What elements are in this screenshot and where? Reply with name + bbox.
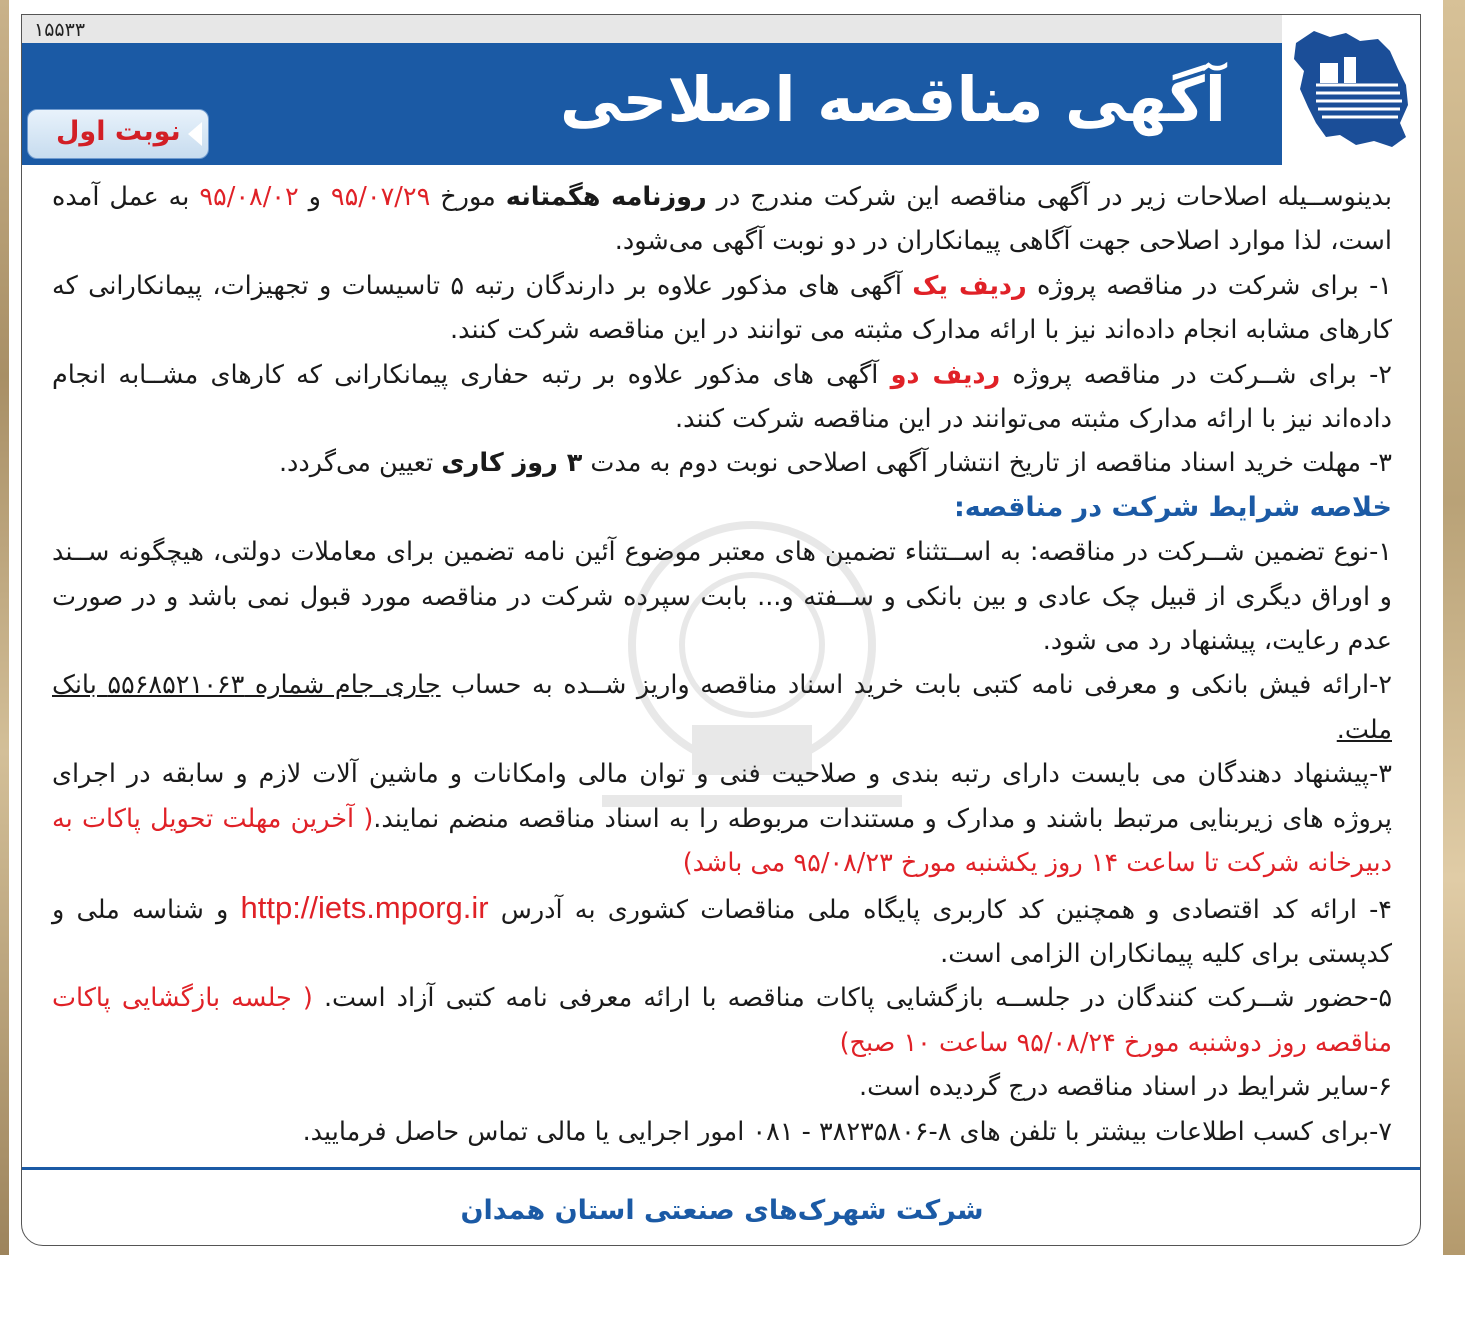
iran-map-icon xyxy=(1286,25,1416,155)
correction-3 xyxy=(52,441,1392,485)
condition-text: ۲-ارائه فیش بانکی و معرفی نامه کتبی بابت خرید اسناد مناقصه واریز شــده به حساب xyxy=(440,670,1392,701)
intro-text: بدینوســیله اصلاحات زیر در آگهی مناقصه این شرکت مندرج در xyxy=(706,182,1393,212)
correction-2 xyxy=(52,353,1392,442)
ad-number: ۱۵۵۳۳ xyxy=(34,19,86,41)
bank-account: جاری جام شماره ۵۵۶۸۵۲۱۰۶۳ بانک ملت. xyxy=(52,670,1392,745)
ad-number-strip xyxy=(22,15,1284,43)
intro-text: به عمل آمده است، لذا موارد اصلاحی جهت آگاهی پیمانکاران در دو نوبت آگهی می‌شود. xyxy=(52,182,1392,257)
correction-text: آگهی های مذکور علاوه بر دارندگان رتبه ۵ تاسیسات و تجهیزات، پیمانکارانی که کارهای مشابه انجام داده‌اند نیز با ارائه مدارک مثبته می توانند در این مناقصه شرکت کنند. xyxy=(52,270,1392,346)
arrow-icon xyxy=(188,122,202,146)
correction-1 xyxy=(52,264,1392,353)
publish-date-2: ۹۵/۰۸/۰۲ xyxy=(199,182,299,212)
deadline-days: ۳ روز کاری xyxy=(441,448,583,479)
intro-paragraph xyxy=(52,175,1392,264)
condition-5 xyxy=(52,976,1392,1065)
condition-text: ۴- ارائه کد اقتصادی و همچنین کد کاربری پایگاه ملی مناقصات کشوری به آدرس xyxy=(488,894,1392,925)
condition-1: ۱-نوع تضمین شــرکت در مناقصه: به اســتثناء تضمین های معتبر موضوع آئین نامه تضمین برای معاملات دولتی، هیچگونه ســند و اوراق دیگری از قبیل چک عادی و بین بانکی و ســفته و... بابت سپرده شرکت در مناقصه مورد قبول نمی باشد و در صورت عدم رعایت، پیشنهاد رد می شود. xyxy=(52,537,1392,657)
publish-date-1: ۹۵/۰۷/۲۹ xyxy=(330,182,431,212)
condition-7: ۷-برای کسب اطلاعات بیشتر با تلفن های ۸-۳۸۲۳۵۸۰۶ - ۰۸۱ امور اجرایی یا مالی تماس حاصل فرمایید. xyxy=(302,1116,1392,1147)
opening-session: ( جلسه بازگشایی پاکات مناقصه روز دوشنبه مورخ ۹۵/۰۸/۲۴ ساعت ۱۰ صبح) xyxy=(52,983,1392,1058)
conditions-heading: خلاصه شرایط شرکت در مناقصه: xyxy=(953,491,1392,523)
condition-text: و شناسه ملی و کدپستی برای کلیه پیمانکاران الزامی است. xyxy=(52,894,1392,969)
correction-text: ۳- مهلت خرید اسناد مناقصه از تاریخ انتشار آگهی اصلاحی نوبت دوم به مدت xyxy=(582,448,1392,479)
intro-text: و xyxy=(298,182,331,212)
submission-deadline: ( آخرین مهلت تحویل پاکات به دبیرخانه شرکت تا ساعت ۱۴ روز یکشنبه مورخ ۹۵/۰۸/۲۳ می باشد) xyxy=(52,803,1392,879)
condition-text: ۳-پیشنهاد دهندگان می بایست دارای رتبه بندی و صلاحیت فنی و توان مالی وامکانات و ماشین آلات لازم و سابقه در اجرای پروژه های زیربنایی مرتبط باشند و مدارک و مستندات مربوطه را به اسناد مناقصه منضم نمایند. xyxy=(52,759,1392,834)
condition-text: ۵-حضور شــرکت کنندگان در جلســه بازگشایی پاکات مناقصه با ارائه معرفی نامه کتبی آزاد است. xyxy=(323,983,1393,1014)
notice-badge xyxy=(27,109,209,159)
notice-label: نوبت اول xyxy=(56,116,181,147)
company-name: شرکت شهرک‌های صنعتی استان همدان xyxy=(460,1195,984,1226)
right-page-edge xyxy=(1443,0,1465,1255)
ad-title: آگهی مناقصه اصلاحی xyxy=(559,63,1226,136)
intro-text: مورخ xyxy=(430,182,506,212)
newspaper-name: روزنامه هگمتانه xyxy=(505,182,707,212)
ad-header xyxy=(22,43,1284,165)
company-logo xyxy=(1282,15,1420,165)
project-row-label: ردیف دو xyxy=(890,359,1001,390)
condition-2 xyxy=(52,663,1392,752)
correction-text: آگهی های مذکور علاوه بر رتبه حفاری پیمانکارانی که کارهای مشــابه انجام داده‌اند نیز با ارائه مدارک مثبته می‌توانند در این مناقصه شرکت کنند. xyxy=(52,359,1392,435)
correction-text: ۱- برای شرکت در مناقصه پروژه xyxy=(1026,270,1392,301)
condition-3 xyxy=(52,752,1392,885)
left-page-edge xyxy=(0,0,9,1255)
footer-divider xyxy=(22,1167,1421,1170)
correction-text: تعیین می‌گردد. xyxy=(278,448,442,479)
tender-advertisement xyxy=(21,14,1421,1246)
condition-4 xyxy=(52,886,1392,977)
ad-body xyxy=(52,175,1392,1154)
tender-portal-link[interactable]: http://iets.mporg.ir xyxy=(240,889,489,925)
condition-6: ۶-سایر شرایط در اسناد مناقصه درج گردیده است. xyxy=(859,1072,1392,1103)
correction-text: ۲- برای شــرکت در مناقصه پروژه xyxy=(1000,359,1392,390)
project-row-label: ردیف یک xyxy=(912,270,1027,301)
